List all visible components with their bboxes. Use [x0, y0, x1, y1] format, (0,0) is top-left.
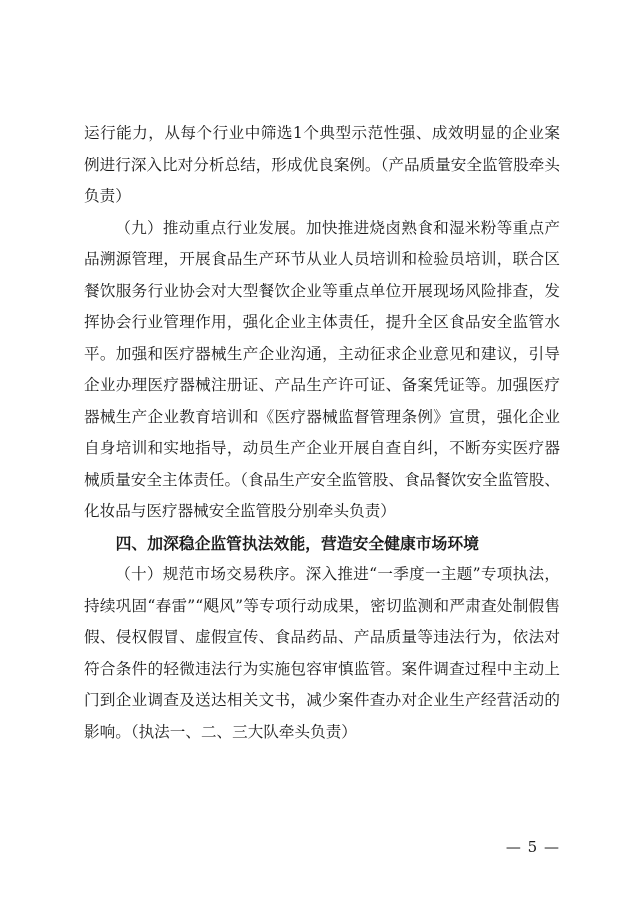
section-heading-4: 四、加深稳企监管执法效能，营造安全健康市场环境	[115, 533, 479, 553]
document-body	[84, 118, 560, 748]
paragraph-continuation: 运行能力，从每个行业中筛选1个典型示范性强、成效明显的企业案例进行深入比对分析总结，形成优良案例。（产品质量安全监管股牵头负责）	[84, 124, 560, 205]
paragraph-item-9: （九）推动重点行业发展。加快推进烧卤熟食和湿米粉等重点产品溯源管理，开展食品生产环节从业人员培训和检验员培训，联合区餐饮服务行业协会对大型餐饮企业等重点单位开展现场风险排查，发挥协会行业管理作用，强化企业主体责任，提升全区食品安全监管水平。加强和医疗器械生产企业沟通，主动征求企业意见和建议，引导企业办理医疗器械注册证、产品生产许可证、备案凭证等。加强医疗器械生产企业教育培训和《医疗器械监督管理条例》宣贯，强化企业自身培训和实地指导，动员生产企业开展自查自纠，不断夯实医疗器械质量安全主体责任。（食品生产安全监管股、食品餐饮安全监管股、化妆品与医疗器械安全监管股分别牵头负责）	[84, 218, 560, 520]
paragraph-item-10: （十）规范市场交易秩序。深入推进“一季度一主题”专项执法，持续巩固“春雷”“飓风”等专项行动成果，密切监测和严肃查处制假售假、侵权假冒、虚假宣传、食品药品、产品质量等违法行为，依法对符合条件的轻微违法行为实施包容审慎监管。案件调查过程中主动上门到企业调查及送达相关文书，减少案件查办对企业生产经营活动的影响。（执法一、二、三大队牵头负责）	[84, 565, 560, 741]
page-number: — 5 —	[505, 838, 560, 856]
